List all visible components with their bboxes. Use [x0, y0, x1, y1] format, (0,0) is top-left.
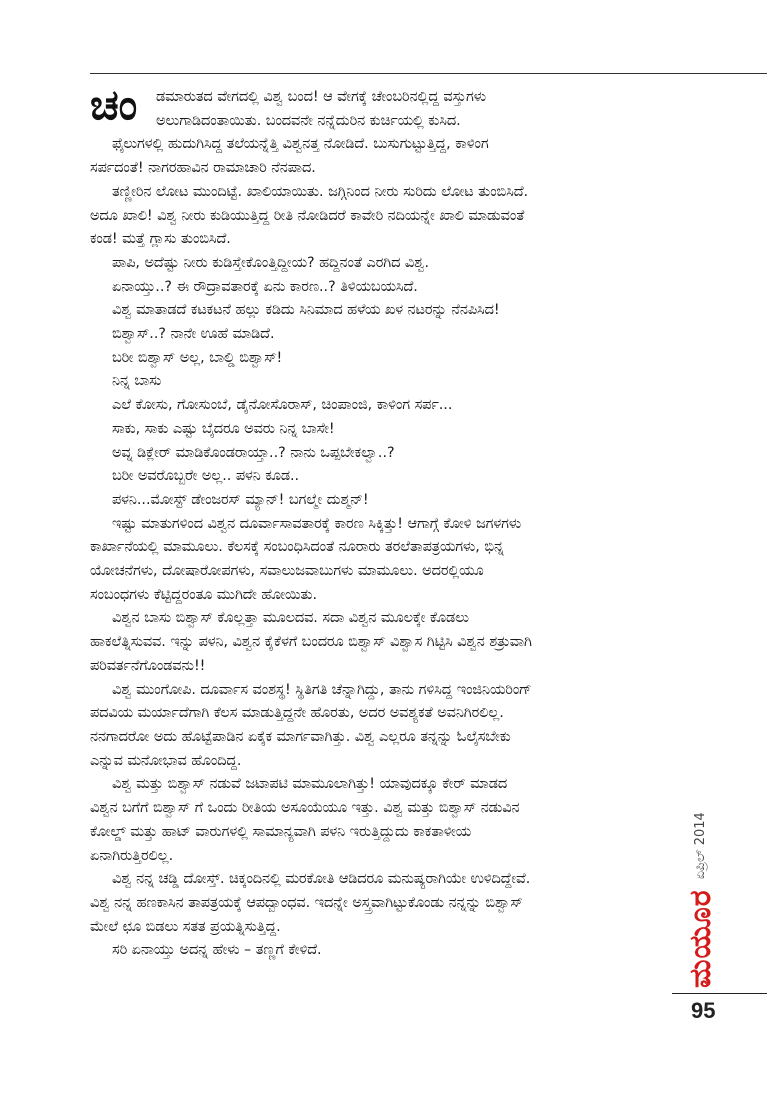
text-line: ಎಲೆ ಕೋಸು, ಗೋಸುಂಬೆ, ಡೈನೋಸೊರಾಸ್, ಚಿಂಪಾಂಜಿ, ಕಾಳಿಂಗ ಸರ್ಪ...	[112, 397, 453, 414]
text-line: ವಿಶ್ವ ಮತ್ತು ಬಿಶ್ವಾಸ್ ನಡುವೆ ಜಟಾಪಟಿ ಮಾಮೂಲಾಗಿತ್ತು! ಯಾವುದಕ್ಕೂ ಕೇರ್ ಮಾಡದ	[112, 776, 508, 793]
paragraph	[90, 181, 670, 252]
paragraph	[90, 679, 670, 774]
text-line: ಸರಿ ಏನಾಯ್ತು ಅದನ್ನ ಹೇಳು – ತಣ್ಣಗೆ ಕೇಳಿದೆ.	[112, 942, 322, 959]
text-line: ತಣ್ಣೀರಿನ ಲೋಟ ಮುಂದಿಟ್ಟೆ. ಖಾಲಿಯಾಯಿತು. ಜಗ್ಗಿನಿಂದ ನೀರು ಸುರಿದು ಲೋಟ ತುಂಬಿಸಿದೆ.	[112, 183, 529, 200]
paragraph	[90, 86, 670, 133]
text-line: ಸಾಕು, ಸಾಕು ಎಷ್ಟು ಬೈದರೂ ಅವರು ನಿನ್ನ ಬಾಸೇ!	[112, 420, 335, 437]
text-line: ವಿಶ್ವ ಮಾತಾಡದೆ ಕಟಕಟನೆ ಹಲ್ಲು ಕಡಿದು ಸಿನಿಮಾದ ಹಳೆಯ ಖಳ ನಟರನ್ನು ನೆನಪಿಸಿದ!	[112, 302, 500, 319]
text-line: ವಿಶ್ವನ ಬಾಸು ಬಿಶ್ವಾಸ್ ಕೊಲ್ಲತ್ತಾ ಮೂಲದವ. ಸದಾ ವಿಶ್ವನ ಮೂಲಕ್ಕೇ ಕೊಡಲು	[112, 610, 469, 627]
text-line: ಅಲುಗಾಡಿದಂತಾಯಿತು. ಬಂದವನೇ ನನ್ನೆದುರಿನ ಕುರ್ಚಿಯಲ್ಲಿ ಕುಸಿದ.	[156, 112, 461, 129]
text-line: ಅವ್ನ ಡಿಕ್ಲೇರ್ ಮಾಡಿಕೊಂಡರಾಯ್ತಾ..? ನಾನು ಒಪ್ಪಬೇಕಲ್ವಾ..?	[112, 444, 395, 461]
paragraph	[90, 607, 670, 678]
paragraph	[90, 418, 670, 442]
text-line: ಹಾಕಲೆತ್ನಿಸುವವ. ಇನ್ನು ಪಳನಿ, ವಿಶ್ವನ ಕೈಕೆಳಗೆ ಬಂದರೂ ಬಿಶ್ವಾಸ್ ವಿಶ್ವಾಸ ಗಿಟ್ಟಿಸಿ ವಿಶ್ವನ ಶತ್ರುವಾಗಿ	[90, 634, 532, 651]
footer-rule	[672, 993, 767, 994]
text-line: ಸಂಬಂಧಗಳು ಕೆಟ್ಟಿದ್ದರಂತೂ ಮುಗಿದೇ ಹೋಯಿತು.	[90, 586, 317, 603]
magazine-name: ಮಯೂರ	[683, 889, 718, 988]
text-line: ನಿನ್ನ ಬಾಸು	[112, 373, 162, 390]
text-line: ಕೋಲ್ಡ್ ಮತ್ತು ಹಾಟ್ ವಾರುಗಳಲ್ಲಿ ಸಾಮಾನ್ಯವಾಗಿ ಪಳನಿ ಇರುತ್ತಿದ್ದುದು ಕಾಕತಾಳೀಯ	[90, 823, 472, 840]
paragraph	[90, 442, 670, 466]
paragraph	[90, 133, 670, 180]
paragraph	[90, 370, 670, 394]
paragraph	[90, 489, 670, 513]
text-line: ಇಷ್ಟು ಮಾತುಗಳಿಂದ ವಿಶ್ವನ ದೂರ್ವಾಸಾವತಾರಕ್ಕೆ ಕಾರಣ ಸಿಕ್ಕಿತ್ತು! ಆಗಾಗ್ಗೆ ಕೋಳಿ ಜಗಳಗಳು	[112, 515, 522, 532]
text-line: ಬಿಶ್ವಾಸ್..? ನಾನೇ ಊಹೆ ಮಾಡಿದೆ.	[112, 326, 275, 343]
paragraph	[90, 347, 670, 371]
text-line: ಪದವಿಯ ಮರ್ಯಾದೆಗಾಗಿ ಕೆಲಸ ಮಾಡುತ್ತಿದ್ದನೇ ಹೊರತು, ಅದರ ಅವಶ್ಯಕತೆ ಅವನಿಗಿರಲಿಲ್ಲ.	[90, 705, 504, 722]
paragraph-container	[90, 86, 670, 963]
text-line: ಎನ್ನುವ ಮನೋಭಾವ ಹೊಂದಿದ್ದ.	[90, 752, 242, 769]
text-line: ವಿಶ್ವ ನನ್ನ ಚಡ್ಡಿ ದೋಸ್ತ್. ಚಿಕ್ಕಂದಿನಲ್ಲಿ ಮರಕೋತಿ ಆಡಿದರೂ ಮನುಷ್ಯರಾಗಿಯೇ ಉಳಿದಿದ್ದೇವೆ.	[112, 871, 531, 888]
text-line: ಫೈಲುಗಳಲ್ಲಿ ಹುದುಗಿಸಿದ್ದ ತಲೆಯನ್ನೆತ್ತಿ ವಿಶ್ವನತ್ತ ನೋಡಿದೆ. ಬುಸುಗುಟ್ಟುತ್ತಿದ್ದ, ಕಾಳಿಂಗ	[112, 136, 489, 153]
article-body	[90, 80, 670, 963]
paragraph	[90, 299, 670, 323]
text-line: ಕಾರ್ಖಾನೆಯಲ್ಲಿ ಮಾಮೂಲು. ಕೆಲಸಕ್ಕೆ ಸಂಬಂಧಿಸಿದಂತೆ ನೂರಾರು ತರಲೆತಾಪತ್ರಯಗಳು, ಭಿನ್ನ	[90, 539, 504, 556]
paragraph	[90, 276, 670, 300]
text-line: ಪಾಪಿ, ಅದೆಷ್ಟು ನೀರು ಕುಡಿಸ್ತೇಕೊಂತ್ತಿದ್ದೀಯ? ಹದ್ದಿನಂತೆ ಎರಗಿದ ವಿಶ್ವ.	[112, 254, 430, 271]
paragraph	[90, 252, 670, 276]
text-line: ಸರ್ಪದಂತೆ! ನಾಗರಹಾವಿನ ರಾಮಾಚಾರಿ ನೆನಪಾದ.	[90, 160, 316, 177]
text-line: ಕಂಡ! ಮತ್ತೆ ಗ್ಲಾಸು ತುಂಬಿಸಿದೆ.	[90, 231, 231, 248]
drop-cap: ಚಂ	[90, 80, 138, 129]
paragraph	[90, 394, 670, 418]
text-line: ಅದೂ ಖಾಲಿ! ವಿಶ್ವ ನೀರು ಕುಡಿಯುತ್ತಿದ್ದ ರೀತಿ ನೋಡಿದರೆ ಕಾವೇರಿ ನದಿಯನ್ನೇ ಖಾಲಿ ಮಾಡುವಂತೆ	[90, 207, 525, 224]
text-line: ಡಮಾರುತದ ವೇಗದಲ್ಲಿ ವಿಶ್ವ ಬಂದ! ಆ ವೇಗಕ್ಕೆ ಚೇಂಬರಿನಲ್ಲಿದ್ದ ವಸ್ತುಗಳು	[156, 89, 487, 105]
paragraph	[90, 323, 670, 347]
magazine-sidebar	[683, 808, 723, 988]
text-line: ಬರೀ ಬಿಶ್ವಾಸ್ ಅಲ್ಲ, ಬಾಲ್ಡಿ ಬಿಶ್ವಾಸ್!	[112, 349, 283, 366]
text-line: ಏನಾಗಿರುತ್ತಿರಲಿಲ್ಲ.	[90, 847, 174, 864]
paragraph	[90, 513, 670, 608]
text-line: ಬರೀ ಅವರೊಬ್ಬರೇ ಅಲ್ಲ.. ಪಳನಿ ಕೂಡ..	[112, 468, 300, 485]
text-line: ಮೇಲೆ ಛೂ ಬಿಡಲು ಸತತ ಪ್ರಯತ್ನಿಸುತ್ತಿದ್ದ.	[90, 918, 281, 935]
paragraph	[90, 939, 670, 963]
text-line: ಪಳನಿ...ಮೋಸ್ಟ್ ಡೇಂಜರಸ್ ಮ್ಯಾನ್! ಬಗಲ್ಮೇ ದುಶ್ಮನ್!	[112, 491, 369, 508]
paragraph	[90, 773, 670, 868]
text-line: ಪರಿವರ್ತನೆಗೊಂಡವನು!!	[90, 657, 206, 674]
issue-date: ಏಪ್ರಿಲ್ 2014	[693, 812, 708, 880]
text-line: ವಿಶ್ವ ಮುಂಗೋಪಿ. ದೂರ್ವಾಸ ವಂಶಸ್ಥ! ಸ್ಥಿತಿಗತಿ ಚೆನ್ನಾಗಿದ್ದು, ತಾನು ಗಳಿಸಿದ್ದ ಇಂಜಿನಿಯರಿಂಗ್	[112, 681, 532, 698]
text-line: ವಿಶ್ವ ನನ್ನ ಹಣಕಾಸಿನ ತಾಪತ್ರಯಕ್ಕೆ ಆಪದ್ಬಾಂಧವ. ಇದನ್ನೇ ಅಸ್ತ್ರವಾಗಿಟ್ಟುಕೊಂಡು ನನ್ನನ್ನು ಬಿಶ್ವಾಸ್	[90, 894, 523, 911]
text-line: ಯೋಚನೆಗಳು, ದೋಷಾರೋಪಗಳು, ಸವಾಲುಜವಾಬುಗಳು ಮಾಮೂಲು. ಅದರಲ್ಲಿಯೂ	[90, 563, 484, 580]
paragraph	[90, 465, 670, 489]
paragraph	[90, 868, 670, 939]
text-line: ನನಗಾದರೋ ಅದು ಹೊಟ್ಟೆಪಾಡಿನ ಏಕೈಕ ಮಾರ್ಗವಾಗಿತ್ತು. ವಿಶ್ವ ಎಲ್ಲರೂ ತನ್ನನ್ನು ಓಲೈಸಬೇಕು	[90, 728, 511, 745]
text-line: ಏನಾಯ್ತು..? ಈ ರೌದ್ರಾವತಾರಕ್ಕೆ ಏನು ಕಾರಣ..? ತಿಳಿಯಬಯಸಿದೆ.	[112, 278, 418, 295]
top-rule	[90, 73, 767, 74]
text-line: ವಿಶ್ವನ ಬಗೆಗೆ ಬಿಶ್ವಾಸ್ ಗೆ ಒಂದು ರೀತಿಯ ಅಸೂಯೆಯೂ ಇತ್ತು. ವಿಶ್ವ ಮತ್ತು ಬಿಶ್ವಾಸ್ ನಡುವಿನ	[90, 800, 520, 817]
page-number: 95	[691, 998, 716, 1023]
